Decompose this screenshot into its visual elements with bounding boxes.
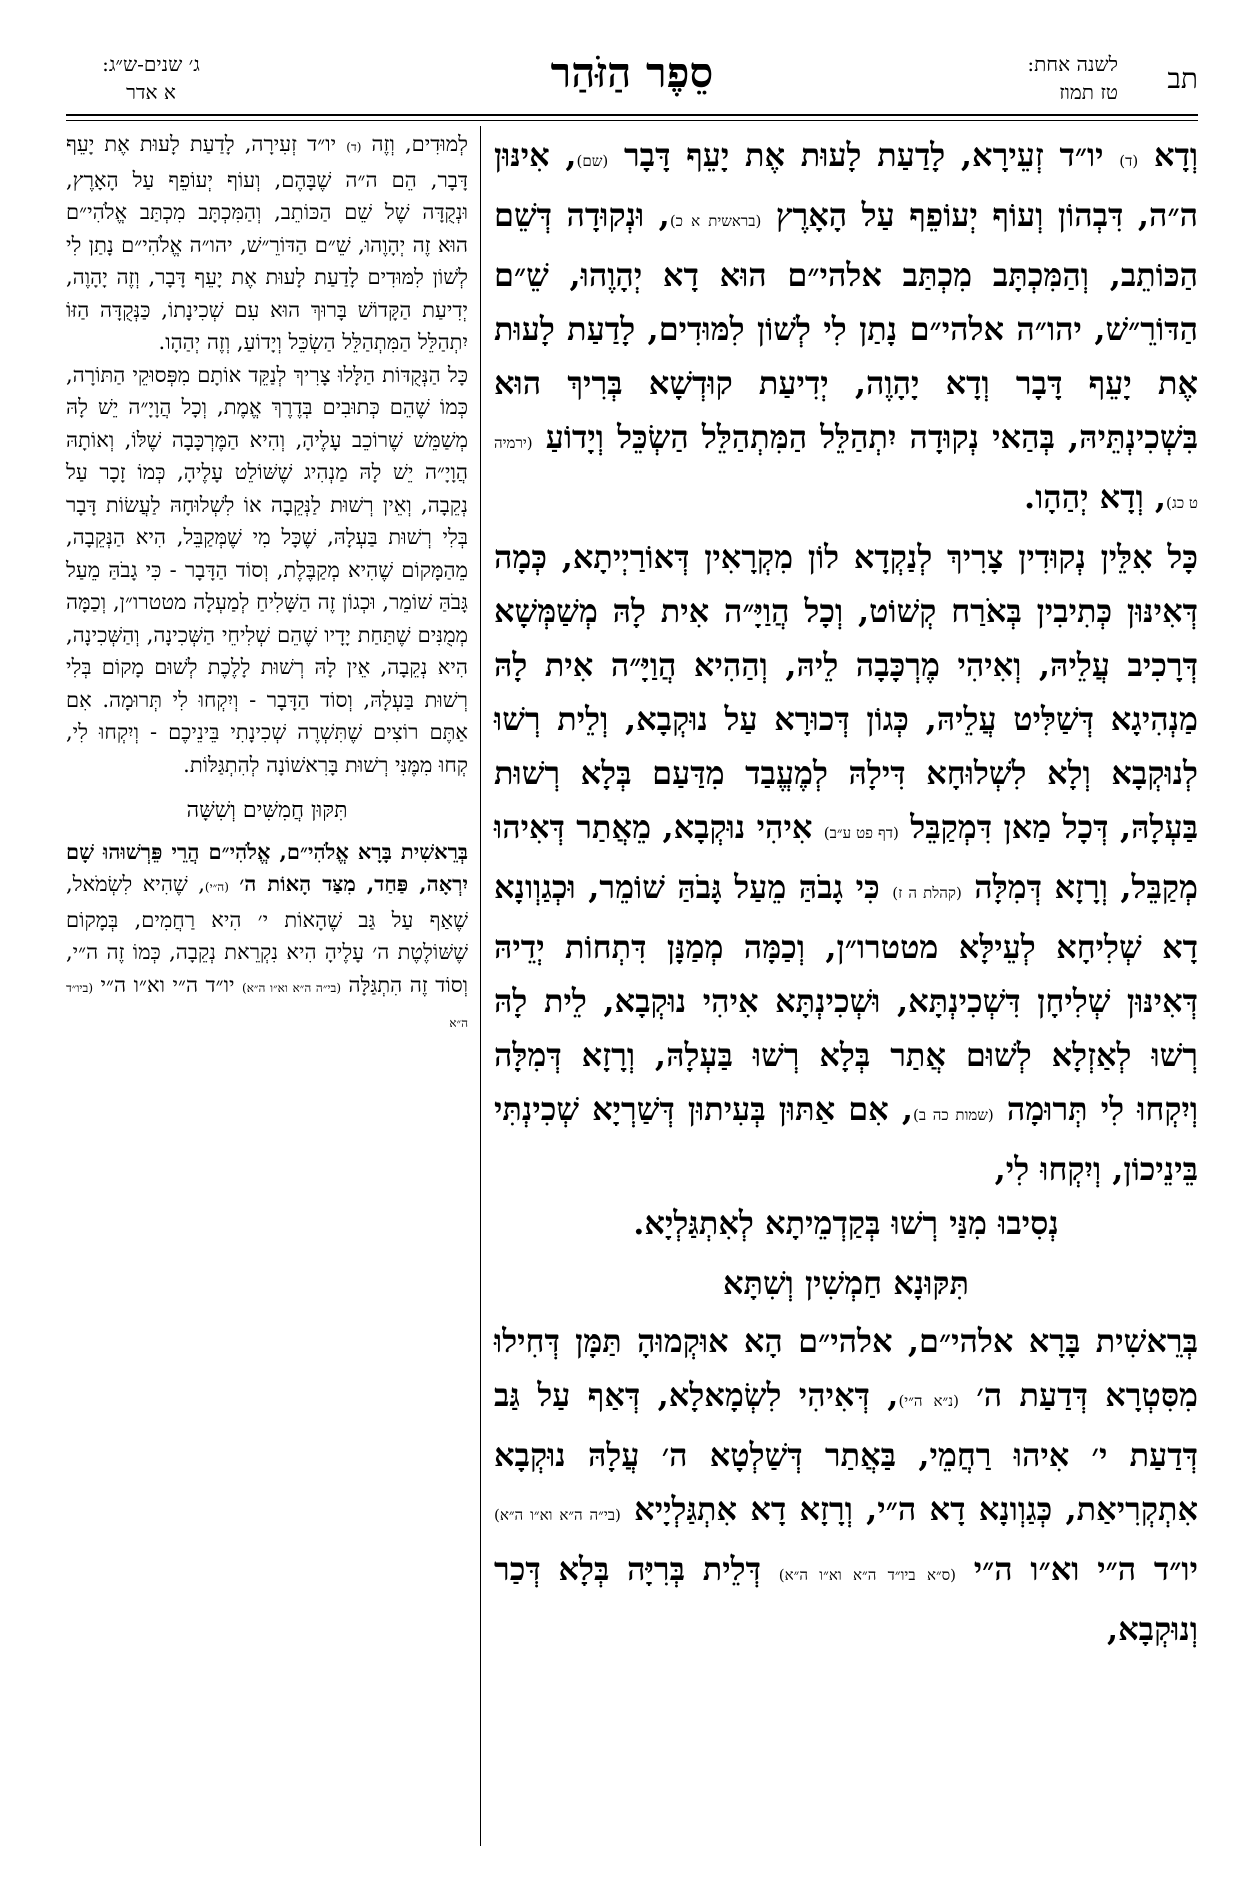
column-divider	[480, 126, 481, 1846]
header-rule	[66, 114, 1198, 116]
book-title: סֵפֶר הַזֹּהַר	[550, 48, 714, 97]
commentary-paragraph: לְמוּדִים, וְזֶה (ד) יו״ד זְעִירָה, לָדַעַת לָעוּת אֶת יָעֵף דָּבָר, הֵם ה״ה שֶׁבָּהֶם, וְעוֹף יְעוֹפֵף עַל הָאָרֶץ, וּנְקֻדָּה שֶׁל שֵׁם הַכּוֹתֵב, וְהַמִּכְתָּב מִכְתַּב אֱלֹהִי״ם הוּא זֶה יְהָוֶהוּ, שֵׁ״ם הַדּוֹרֵ״שׁ, יהו״ה אֱלֹהִי״ם נָתַן לִי לְשׁוֹן לִמּוּדִים לָדַעַת לָעוּת אֶת יָעֵף דָּבָר, וְזֶה יָהָוֶה, יְדִיעַת הַקָּדוֹשׁ בָּרוּךְ הוּא עִם שְׁכִינָתוֹ, כַּנְּקֻדָּה הַזּוֹ יִתְהַלֵּל הַמִּתְהַלֵּל הַשְׂכֵּל וְיָדוֹעַ, וְזֶה יְהַהָו.	[66, 132, 468, 354]
page-header	[66, 46, 1198, 118]
main-paragraph: וְדָא (ד) יו״ד זְעֵירָא, לָדַעַת לָעוּת אֶת יָעֵף דָּבָר (שם), אִינּוּן ה״ה, דִּבְהוֹן וְעוֹף יְעוֹפֵף עַל הָאָרֶץ (בראשית א כ), וּנְקוּדָה דְּשֵׁם הַכּוֹתֵב, וְהַמִּכְתָּב מִכְתַּב אלהי״ם הוּא דָא יְהָוֶהוּ, שֵׁ״ם הַדּוֹרֵ״שׁ, יהו״ה אלהי״ם נָתַן לִי לְשׁוֹן לִמּוּדִים, לָדַעַת לָעוּת אֶת יָעֵף דָּבָר וְדָא יָהָוֶה, יְדִיעַת קוּדְשָׁא בְּרִיךְ הוּא בִּשְׁכִינְתֵּיהּ, בְּהַאי נְקוּדָה יִתְהַלֵּל הַמִּתְהַלֵּל הַשְׂכֵּל וְיָדוֹעַ (ירמיה ט כג), וְדָא יְהַהָו.	[494, 136, 1199, 516]
source-reference: (נ״א ה״י)	[898, 1392, 959, 1410]
source-reference: (ה״י)	[204, 880, 229, 894]
schedule-date: טז תמוז	[1059, 80, 1118, 104]
source-reference: (דף פט ע״ב)	[823, 824, 899, 842]
study-schedule-three-year	[66, 50, 236, 106]
section-title: תִּקּוּן חֲמִשִּׁים וְשִׁשָּׁה	[186, 798, 348, 823]
schedule-date: א אדר	[126, 80, 176, 104]
source-reference: (בראשית א כ)	[669, 212, 762, 230]
source-reference: (ד)	[346, 140, 362, 154]
commentary-paragraph: כָּל הַנְּקֻדּוֹת הַלָּלוּ צָרִיךְ לְנַקֵּד אוֹתָם מִפְּסוּקֵי הַתּוֹרָה, כְּמוֹ שֶׁהֵם כְּתוּבִים בְּדֶרֶךְ אֱמֶת, וְכָל הֲוָיָ״ה יֵשׁ לָהּ מְשַׁמֵּשׁ שֶׁרוֹכֵב עָלֶיהָ, וְהִיא הַמֶּרְכָּבָה שֶׁלּוֹ, וְאוֹתָהּ הֲוָיָ״ה יֵשׁ לָהּ מַנְהִיג שֶׁשּׁוֹלֵט עָלֶיהָ, כְּמוֹ זָכָר עַל נְקֵבָה, וְאֵין רְשׁוּת לַנְּקֵבָה אוֹ לִשְׁלוּחָהּ לַעֲשׂוֹת דָּבָר בְּלִי רְשׁוּת בַּעְלָהּ, שֶׁכָּל מִי שֶׁמְּקַבֵּל, הִיא הַנְּקֵבָה, מֵהַמָּקוֹם שֶׁהִיא מְקַבֶּלֶת, וְסוֹד הַדָּבָר - כִּי גָבֹהַּ מֵעַל גָּבֹהַּ שׁוֹמֵר, וּכְגוֹן זֶה הַשָּׁלִיחַ לְמַעְלָה מטטרו״ן, וְכַמָּה מְמֻנִּים שֶׁתַּחַת יָדָיו שֶׁהֵם שְׁלִיחֵי הַשְּׁכִינָה, וְהַשְּׁכִינָה, הִיא נְקֵבָה, אֵין לָהּ רְשׁוּת לָלֶכֶת לְשׁוּם מָקוֹם בְּלִי רְשׁוּת בַּעְלָהּ, וְסוֹד הַדָּבָר - וְיִקְחוּ לִי תְּרוּמָה. אִם אַתֶּם רוֹצִים שֶׁתִּשְׁרֶה שְׁכִינָתִי בֵּינֵיכֶם - וְיִקְחוּ לִי, קְחוּ מִמֶּנִּי רְשׁוּת בָּרִאשׁוֹנָה לְהִתְגַּלּוֹת.	[66, 362, 468, 777]
source-reference: (קהלת ה ז)	[892, 884, 962, 902]
source-reference: (שמות כה ב)	[912, 1106, 994, 1124]
source-reference: (בי״ה ה״א וא״ו ה״א)	[494, 1506, 621, 1524]
paragraph-end-line: נְסִיבוּ מִנַּי רְשׁוּ בְּקַדְמֵיתָא לְאִתְגַּלְיָא.	[633, 1204, 1059, 1242]
source-reference: (בי״ה ה״א וא״ו ה״א)	[242, 980, 341, 995]
section-title: תִּקּוּנָא חַמְשִׁין וְשִׁתָּא	[722, 1264, 970, 1302]
main-paragraph: בְּרֵאשִׁית בָּרָא אלהי״ם, אלהי״ם הָא אוּקְמוּהָ תַּמָּן דְּחִילוּ מִסִּטְרָא דְּדַעַת ה׳ (נ״א ה״י), דְּאִיהִי לִשְׂמָאלָא, דְּאַף עַל גַּב דְּדַעַת י׳ אִיהוּ רַחֲמֵי, בַּאֲתַר דְּשַׁלְטָא ה׳ עֲלָהּ נוּקְבָא אִתְקְרִיאַת, כְּגַוְונָא דָא ה״י, וְרָזָא דָא אִתְגַּלְיָיא (בי״ה ה״א וא״ו ה״א) יו״ד ה״י וא״ו ה״י (ס״א ביו״ד ה״א וא״ו ה״א) דְּלֵית בְּרִיָּה בְּלָא דְּכַר וְנוּקְבָא,	[494, 1322, 1199, 1648]
page-number: תב	[1167, 62, 1198, 95]
source-reference: (שם)	[576, 152, 609, 170]
main-text-column	[494, 128, 1198, 1656]
source-reference: (ס״א ביו״ד ה״א וא״ו ה״א)	[778, 1566, 957, 1584]
source-reference: (ביו״ד ה״א	[66, 980, 468, 1030]
schedule-label: ג׳ שנים-ש״ג:	[102, 52, 200, 76]
schedule-label: לשנה אחת:	[1027, 52, 1118, 76]
source-reference: (ירמיה ט כג)	[494, 434, 1198, 512]
header-rule-thin	[66, 120, 1198, 121]
source-reference: (ד)	[1119, 152, 1139, 170]
commentary-column	[66, 128, 468, 1040]
main-paragraph: כָּל אִלֵּין נְקוּדִין צָרִיךְ לְנַקְדָא לוֹן מִקְרָאִין דְּאוֹרַיְיתָא, כְּמָה דְּאִינּוּן כְּתִיבִין בְּאֹרַח קְשׁוֹט, וְכָל הֲוַיָּ״ה אִית לָהּ מְשַׁמְּשָׁא דְּרָכִיב עֲלֵיהּ, וְאִיהִי מֶרְכָּבָה לֵיהּ, וְהַהִיא הֲוַיָּ״ה אִית לָהּ מַנְהִיגָא דְּשַׁלִּיט עֲלֵיהּ, כְּגוֹן דְּכוּרָא עַל נוּקְבָא, וְלֵית רְשׁוּ לְנוּקְבָא וְלָא לִשְׁלוּחָא דִּילָהּ לְמֶעֱבַד מִדַּעַם בְּלָא רְשׁוּת בַּעְלָהּ, דְּכָל מַאן דִּמְקַבֵּל (דף פט ע״ב) אִיהִי נוּקְבָא, מֵאֲתַר דְּאִיהוּ מְקַבֵּל, וְרָזָא דְּמִלָּה (קהלת ה ז) כִּי גָבֹהַּ מֵעַל גָּבֹהַּ שׁוֹמֵר, וּכְגַוְונָא דָא שְׁלִיחָא לְעֵילָּא מטטרו״ן, וְכַמָּה מְמַנָּן דִּתְחוֹת יְדֵיהּ דְּאִינּוּן שְׁלִיחָן דִּשְׁכִינְתָּא, וּשְׁכִינְתָּא אִיהִי נוּקְבָא, לֵית לָהּ רְשׁוּ לְאַזְלָא לְשׁוּם אֲתַר בְּלָא רְשׁוּ בַּעְלָהּ, וְרָזָא דְּמִלָּה וְיִקְחוּ לִי תְּרוּמָה (שמות כה ב), אִם אַתּוּן בְּעִיתוּן דְּשַׁרְיָא שְׁכִינְתִּי בֵּינֵיכוֹן, וְיִקְחוּ לִי,	[494, 538, 1199, 1188]
commentary-paragraph: בְּרֵאשִׁית בָּרָא אֱלֹהִי״ם, אֱלֹהִי״ם הֲרֵי פֵּרְשׁוּהוּ שָׁם יִרְאָה, פַּחַד, מִצַּד הָאוֹת ה׳ (ה״י), שֶׁהִיא לִשְׂמֹאל, שֶׁאַף עַל גַּב שֶׁהָאוֹת י׳ הִיא רַחֲמִים, בְּמָקוֹם שֶׁשּׁוֹלֶטֶת ה׳ עָלֶיהָ הִיא נִקְרֵאת נְקֵבָה, כְּמוֹ זֶה ה״י, וְסוֹד זֶה הִתְגַּלָּה (בי״ה ה״א וא״ו ה״א) יו״ד ה״י וא״ו ה״י (ביו״ד ה״א	[66, 838, 469, 1030]
